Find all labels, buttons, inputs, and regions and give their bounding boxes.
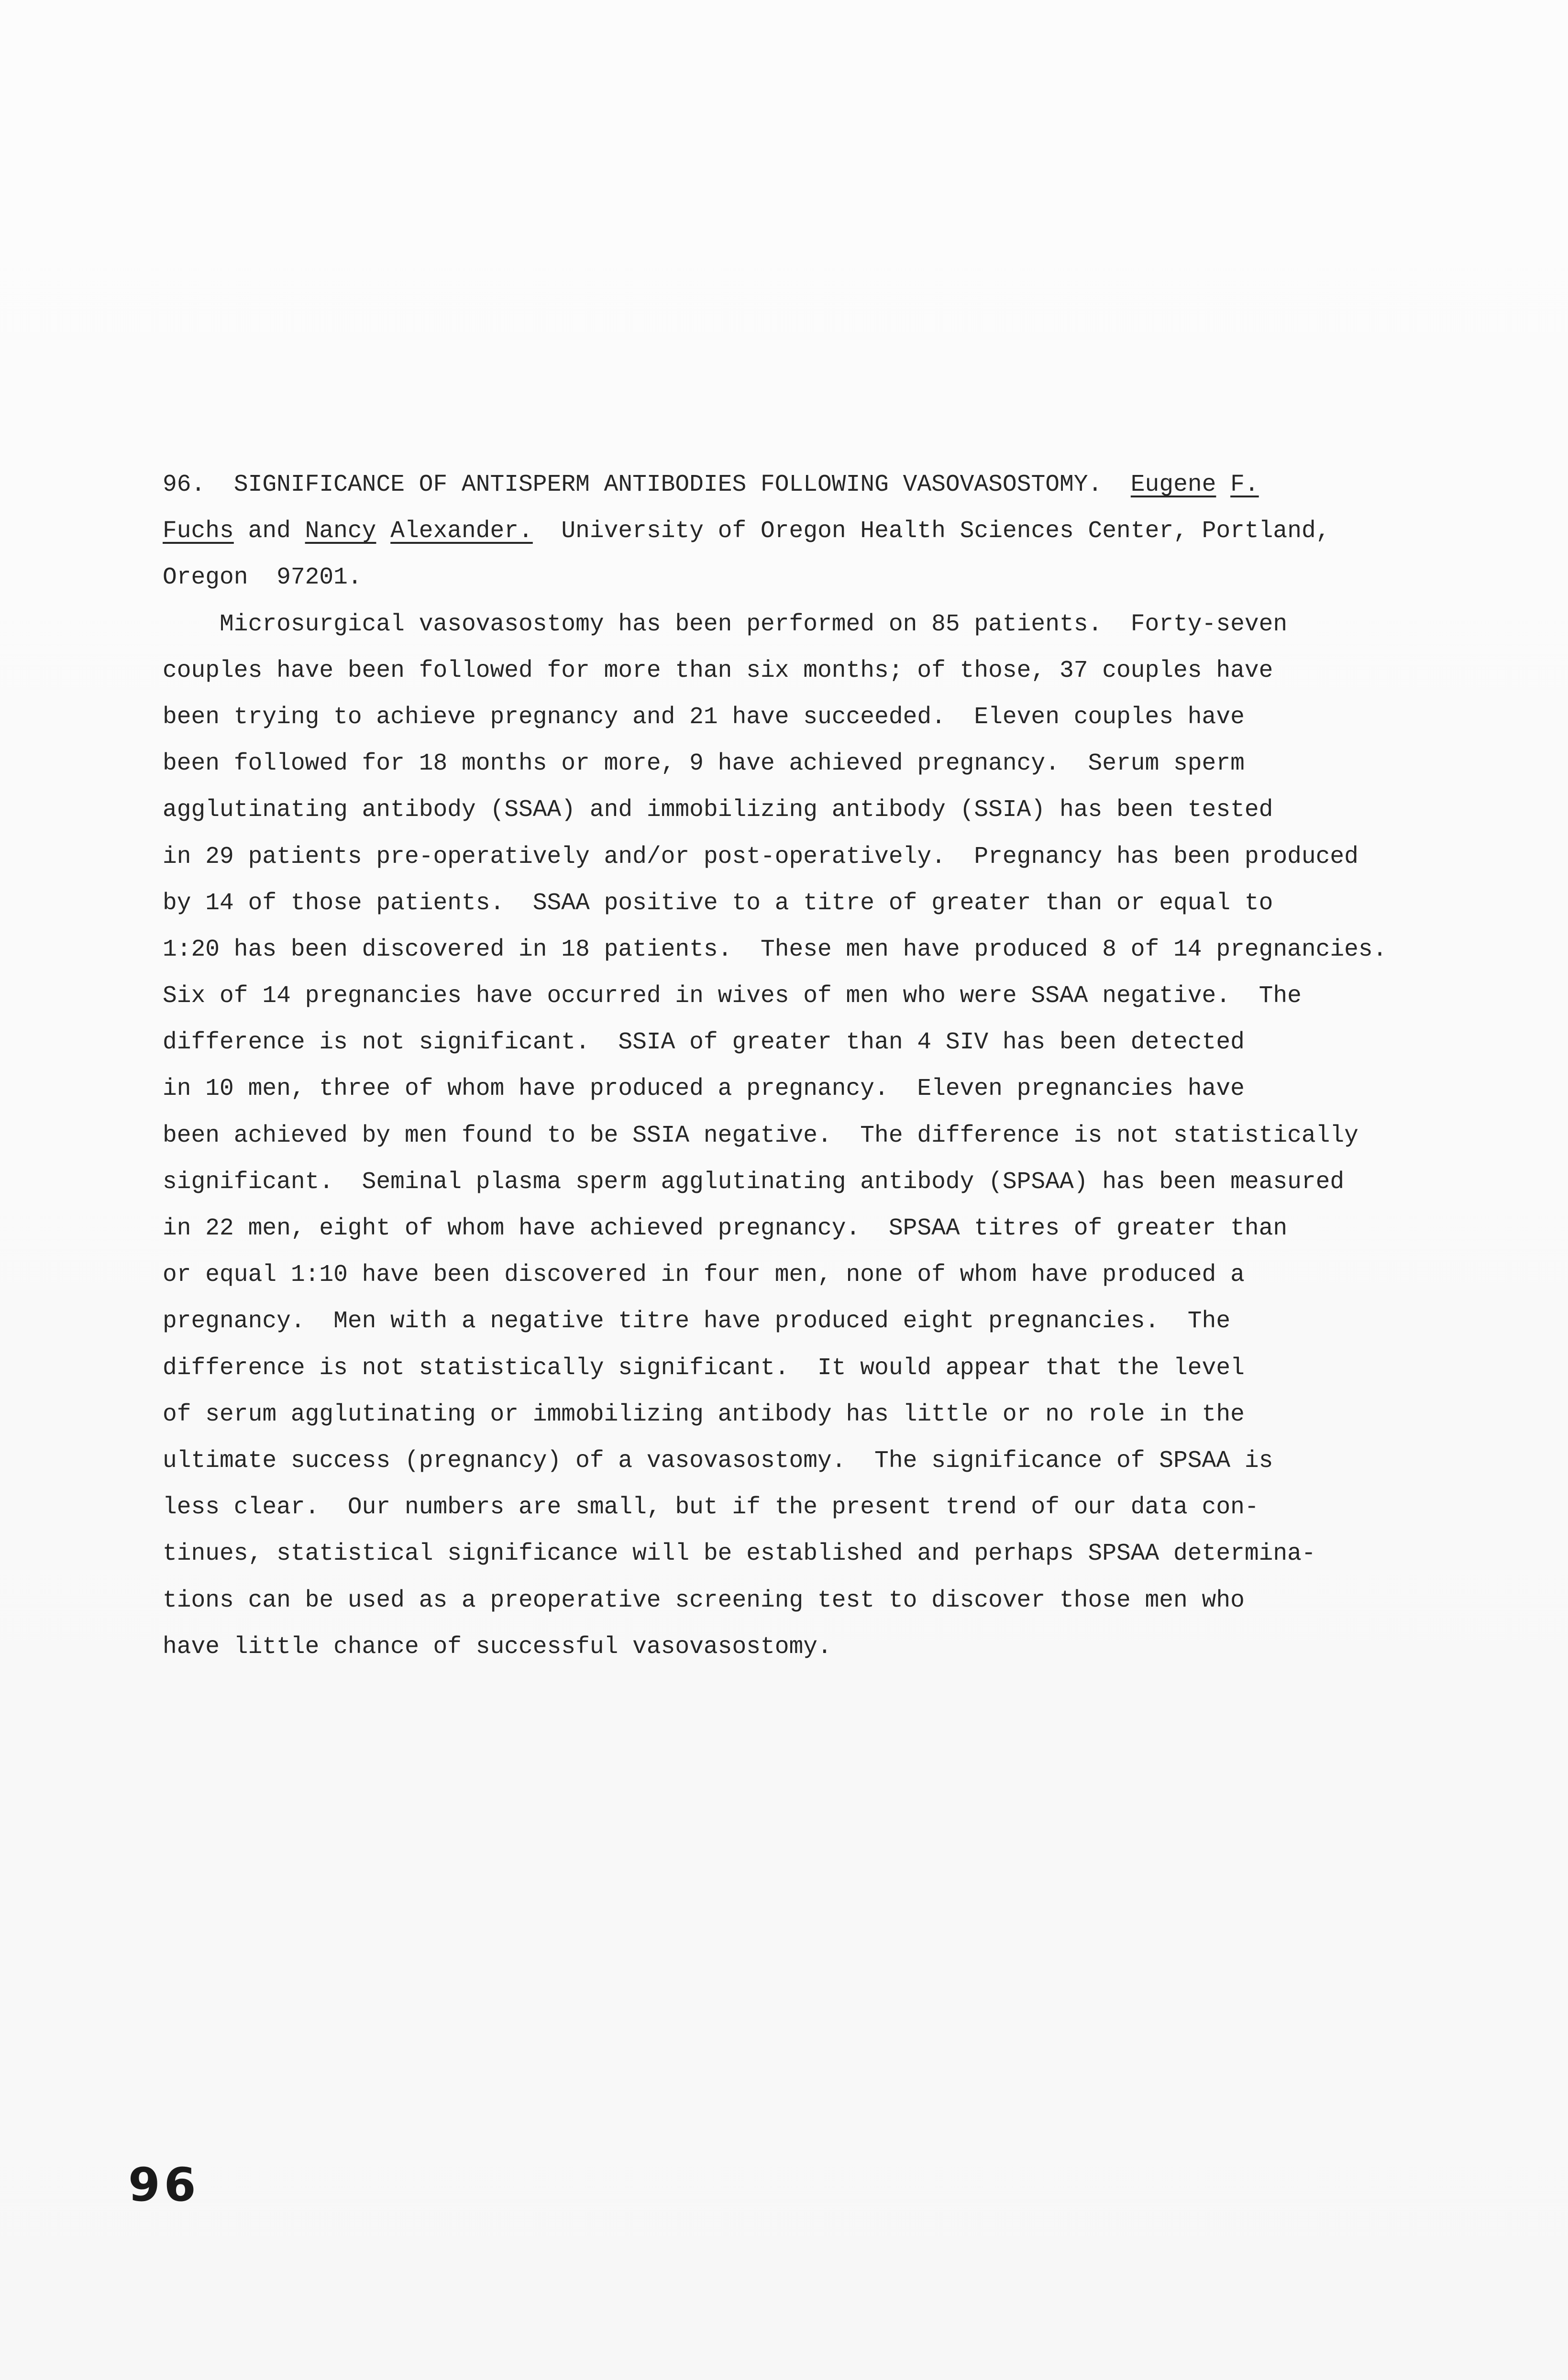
affiliation: University of Oregon Health Sciences Center, Portland, [561,518,1330,545]
body-line: difference is not statistically significant. It would appear that the level [163,1354,1245,1381]
author2-last-name: Alexander. [390,518,533,545]
body-line: been followed for 18 months or more, 9 have achieved pregnancy. Serum sperm [163,750,1245,777]
body-line: Six of 14 pregnancies have occurred in wives of men who were SSAA negative. The [163,982,1302,1010]
body-line: significant. Seminal plasma sperm agglutinating antibody (SPSAA) has been measured [163,1168,1345,1195]
body-line: pregnancy. Men with a negative titre have produced eight pregnancies. The [163,1308,1231,1335]
abstract-number: 96. [163,471,206,498]
author1-first-name: Eugene [1130,471,1216,498]
body-line: been trying to achieve pregnancy and 21 have succeeded. Eleven couples have [163,703,1245,730]
abstract-heading-line-2 [163,508,1483,554]
body-line: less clear. Our numbers are small, but if the present trend of our data con- [163,1494,1259,1521]
abstract-heading-line-3: Oregon 97201. [163,564,362,591]
body-line: 1:20 has been discovered in 18 patients. These men have produced 8 of 14 pregnancies. [163,936,1387,963]
body-line: been achieved by men found to be SSIA negative. The difference is not statistically [163,1122,1358,1149]
body-line: in 10 men, three of whom have produced a pregnancy. Eleven pregnancies have [163,1075,1245,1102]
body-line: of serum agglutinating or immobilizing antibody has little or no role in the [163,1400,1245,1428]
body-line: by 14 of those patients. SSAA positive to a titre of greater than or equal to [163,889,1273,916]
body-line: ultimate success (pregnancy) of a vasovasostomy. The significance of SPSAA is [163,1447,1273,1474]
abstract-title: SIGNIFICANCE OF ANTISPERM ANTIBODIES FOLLOWING VASOVASOSTOMY. [233,471,1103,498]
page-number: 96 [128,2158,200,2212]
author-connector: and [248,518,291,545]
author1-last-name: Fuchs [163,518,234,545]
body-line: tions can be used as a preoperative screening test to discover those men who [163,1587,1245,1614]
author2-first-name: Nancy [305,518,376,545]
body-line: in 22 men, eight of whom have achieved pregnancy. SPSAA titres of greater than [163,1215,1288,1242]
body-line: couples have been followed for more than six months; of those, 37 couples have [163,657,1273,684]
body-line: have little chance of successful vasovasostomy. [163,1633,832,1660]
body-line: Microsurgical vasovasostomy has been performed on 85 patients. Forty-seven [163,610,1288,638]
body-line: or equal 1:10 have been discovered in four men, none of whom have produced a [163,1261,1245,1289]
body-line: difference is not significant. SSIA of greater than 4 SIV has been detected [163,1029,1245,1056]
body-line: in 29 patients pre-operatively and/or post-operatively. Pregnancy has been produced [163,843,1358,870]
abstract-heading-line-1 [163,462,1483,508]
body-line: agglutinating antibody (SSAA) and immobilizing antibody (SSIA) has been tested [163,796,1273,824]
body-line: tinues, statistical significance will be established and perhaps SPSAA determina- [163,1540,1316,1567]
abstract-96 [163,462,1483,1670]
author1-initial: F. [1230,471,1259,498]
